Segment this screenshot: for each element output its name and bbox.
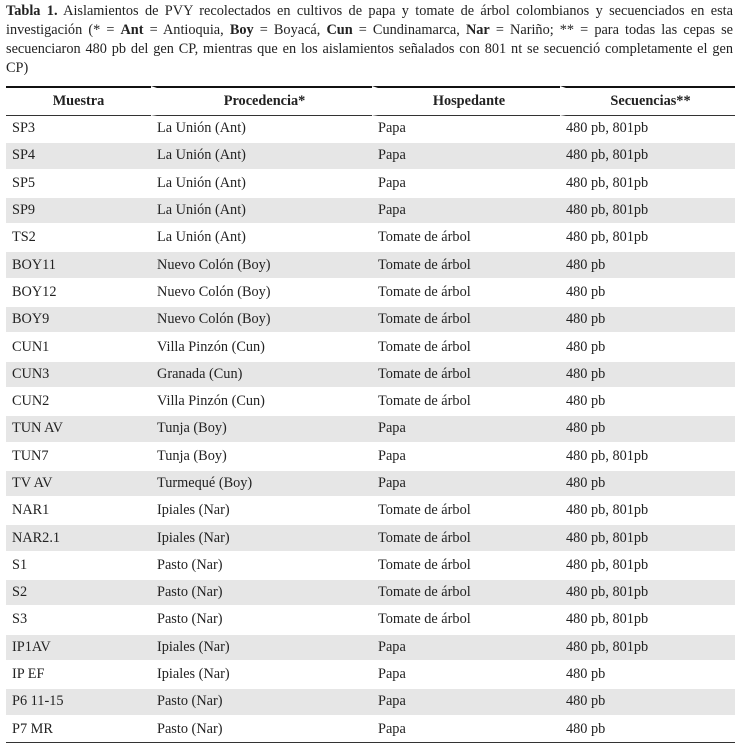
cell-hospedante: Tomate de árbol <box>372 280 560 307</box>
cell-secuencias: 480 pb <box>560 717 735 743</box>
cell-hospedante: Tomate de árbol <box>372 553 560 580</box>
cell-secuencias: 480 pb, 801pb <box>560 553 735 580</box>
cell-muestra: TUN7 <box>6 444 151 471</box>
cell-muestra: SP3 <box>6 116 151 143</box>
cell-procedencia: Ipiales (Nar) <box>151 525 372 552</box>
cell-procedencia: Ipiales (Nar) <box>151 635 372 662</box>
cell-secuencias: 480 pb <box>560 280 735 307</box>
table-row <box>6 662 735 689</box>
cell-muestra: IP EF <box>6 662 151 689</box>
cell-procedencia: Ipiales (Nar) <box>151 498 372 525</box>
cell-procedencia: Turmequé (Boy) <box>151 471 372 498</box>
cell-hospedante: Tomate de árbol <box>372 225 560 252</box>
cell-procedencia: Pasto (Nar) <box>151 553 372 580</box>
cell-secuencias: 480 pb, 801pb <box>560 198 735 225</box>
cell-secuencias: 480 pb <box>560 689 735 716</box>
cell-secuencias: 480 pb <box>560 389 735 416</box>
cell-hospedante: Papa <box>372 416 560 443</box>
cell-procedencia: Tunja (Boy) <box>151 416 372 443</box>
cell-muestra: S1 <box>6 553 151 580</box>
cell-procedencia: La Unión (Ant) <box>151 225 372 252</box>
cell-muestra: CUN2 <box>6 389 151 416</box>
cell-hospedante: Tomate de árbol <box>372 580 560 607</box>
cell-hospedante: Tomate de árbol <box>372 334 560 361</box>
cell-secuencias: 480 pb <box>560 416 735 443</box>
cell-muestra: SP5 <box>6 171 151 198</box>
table-row <box>6 334 735 361</box>
table-row <box>6 252 735 279</box>
cell-muestra: NAR2.1 <box>6 525 151 552</box>
table-row <box>6 389 735 416</box>
cell-procedencia: La Unión (Ant) <box>151 116 372 143</box>
cell-hospedante: Tomate de árbol <box>372 607 560 634</box>
caption-abbr-boy: Boy <box>229 22 254 38</box>
table-row <box>6 225 735 252</box>
table-row <box>6 553 735 580</box>
cell-hospedante: Papa <box>372 689 560 716</box>
table-header-row <box>6 86 735 116</box>
cell-secuencias: 480 pb <box>560 471 735 498</box>
caption-text: = Cundinamarca, <box>352 22 466 38</box>
cell-muestra: S3 <box>6 607 151 634</box>
header-secuencias: Secuencias** <box>560 86 735 116</box>
cell-hospedante: Papa <box>372 662 560 689</box>
cell-procedencia: Nuevo Colón (Boy) <box>151 252 372 279</box>
table-row <box>6 580 735 607</box>
cell-secuencias: 480 pb <box>560 252 735 279</box>
cell-procedencia: La Unión (Ant) <box>151 171 372 198</box>
cell-hospedante: Papa <box>372 635 560 662</box>
cell-muestra: BOY11 <box>6 252 151 279</box>
table-row <box>6 143 735 170</box>
cell-hospedante: Papa <box>372 171 560 198</box>
cell-hospedante: Tomate de árbol <box>372 307 560 334</box>
header-hospedante: Hospedante <box>372 86 560 116</box>
table-body <box>6 116 735 743</box>
cell-secuencias: 480 pb, 801pb <box>560 171 735 198</box>
cell-secuencias: 480 pb, 801pb <box>560 444 735 471</box>
cell-procedencia: Nuevo Colón (Boy) <box>151 280 372 307</box>
cell-secuencias: 480 pb, 801pb <box>560 525 735 552</box>
caption-abbr-nar: Nar <box>465 22 490 38</box>
table-row <box>6 525 735 552</box>
cell-secuencias: 480 pb <box>560 307 735 334</box>
cell-secuencias: 480 pb, 801pb <box>560 498 735 525</box>
table-row <box>6 607 735 634</box>
cell-muestra: BOY12 <box>6 280 151 307</box>
table-row <box>6 171 735 198</box>
table-row <box>6 689 735 716</box>
table-row <box>6 471 735 498</box>
table-row <box>6 444 735 471</box>
cell-secuencias: 480 pb <box>560 334 735 361</box>
cell-procedencia: Pasto (Nar) <box>151 580 372 607</box>
cell-procedencia: Pasto (Nar) <box>151 607 372 634</box>
cell-procedencia: La Unión (Ant) <box>151 143 372 170</box>
cell-muestra: P7 MR <box>6 717 151 743</box>
caption-label: Tabla 1. <box>6 3 58 19</box>
table-row <box>6 280 735 307</box>
cell-muestra: BOY9 <box>6 307 151 334</box>
cell-muestra: TS2 <box>6 225 151 252</box>
cell-muestra: TUN AV <box>6 416 151 443</box>
table-row <box>6 635 735 662</box>
table-row <box>6 116 735 143</box>
cell-hospedante: Papa <box>372 471 560 498</box>
cell-muestra: IP1AV <box>6 635 151 662</box>
cell-hospedante: Tomate de árbol <box>372 389 560 416</box>
caption-text: = Antioquia, <box>143 22 230 38</box>
table-row <box>6 416 735 443</box>
cell-secuencias: 480 pb <box>560 362 735 389</box>
cell-secuencias: 480 pb, 801pb <box>560 635 735 662</box>
header-muestra: Muestra <box>6 86 151 116</box>
cell-muestra: CUN1 <box>6 334 151 361</box>
caption-text: = Nariño; ** = para todas las cepas se secuenciaron 480 pb del gen CP, mientras que en los aislamientos señalados con 801 nt se secuenció completamente el gen CP) <box>6 22 733 76</box>
cell-muestra: SP4 <box>6 143 151 170</box>
table-row <box>6 362 735 389</box>
caption-text: = Boyacá, <box>253 22 327 38</box>
table-row <box>6 307 735 334</box>
cell-secuencias: 480 pb, 801pb <box>560 225 735 252</box>
cell-secuencias: 480 pb <box>560 662 735 689</box>
cell-procedencia: Villa Pinzón (Cun) <box>151 334 372 361</box>
cell-muestra: P6 11-15 <box>6 689 151 716</box>
cell-hospedante: Tomate de árbol <box>372 362 560 389</box>
cell-procedencia: Nuevo Colón (Boy) <box>151 307 372 334</box>
cell-hospedante: Papa <box>372 717 560 743</box>
table-row <box>6 198 735 225</box>
cell-muestra: TV AV <box>6 471 151 498</box>
cell-procedencia: Ipiales (Nar) <box>151 662 372 689</box>
cell-secuencias: 480 pb, 801pb <box>560 143 735 170</box>
caption-abbr-cun: Cun <box>326 22 353 38</box>
table-row <box>6 717 735 743</box>
cell-procedencia: Granada (Cun) <box>151 362 372 389</box>
cell-secuencias: 480 pb, 801pb <box>560 607 735 634</box>
cell-muestra: NAR1 <box>6 498 151 525</box>
cell-muestra: CUN3 <box>6 362 151 389</box>
cell-procedencia: Pasto (Nar) <box>151 717 372 743</box>
cell-hospedante: Papa <box>372 444 560 471</box>
caption-abbr-ant: Ant <box>120 22 144 38</box>
cell-hospedante: Tomate de árbol <box>372 525 560 552</box>
cell-secuencias: 480 pb, 801pb <box>560 116 735 143</box>
table-row <box>6 498 735 525</box>
cell-muestra: SP9 <box>6 198 151 225</box>
cell-secuencias: 480 pb, 801pb <box>560 580 735 607</box>
cell-hospedante: Papa <box>372 198 560 225</box>
cell-procedencia: Villa Pinzón (Cun) <box>151 389 372 416</box>
caption-text: Aislamientos de PVY recolectados en cultivos de papa y tomate de árbol colombianos y secuenciados en esta investigación (* = <box>6 3 734 38</box>
cell-procedencia: Tunja (Boy) <box>151 444 372 471</box>
cell-hospedante: Tomate de árbol <box>372 252 560 279</box>
cell-muestra: S2 <box>6 580 151 607</box>
isolates-table <box>6 86 735 743</box>
cell-hospedante: Papa <box>372 143 560 170</box>
cell-procedencia: La Unión (Ant) <box>151 198 372 225</box>
table-caption <box>6 2 733 78</box>
header-procedencia: Procedencia* <box>151 86 372 116</box>
cell-hospedante: Papa <box>372 116 560 143</box>
cell-hospedante: Tomate de árbol <box>372 498 560 525</box>
cell-procedencia: Pasto (Nar) <box>151 689 372 716</box>
